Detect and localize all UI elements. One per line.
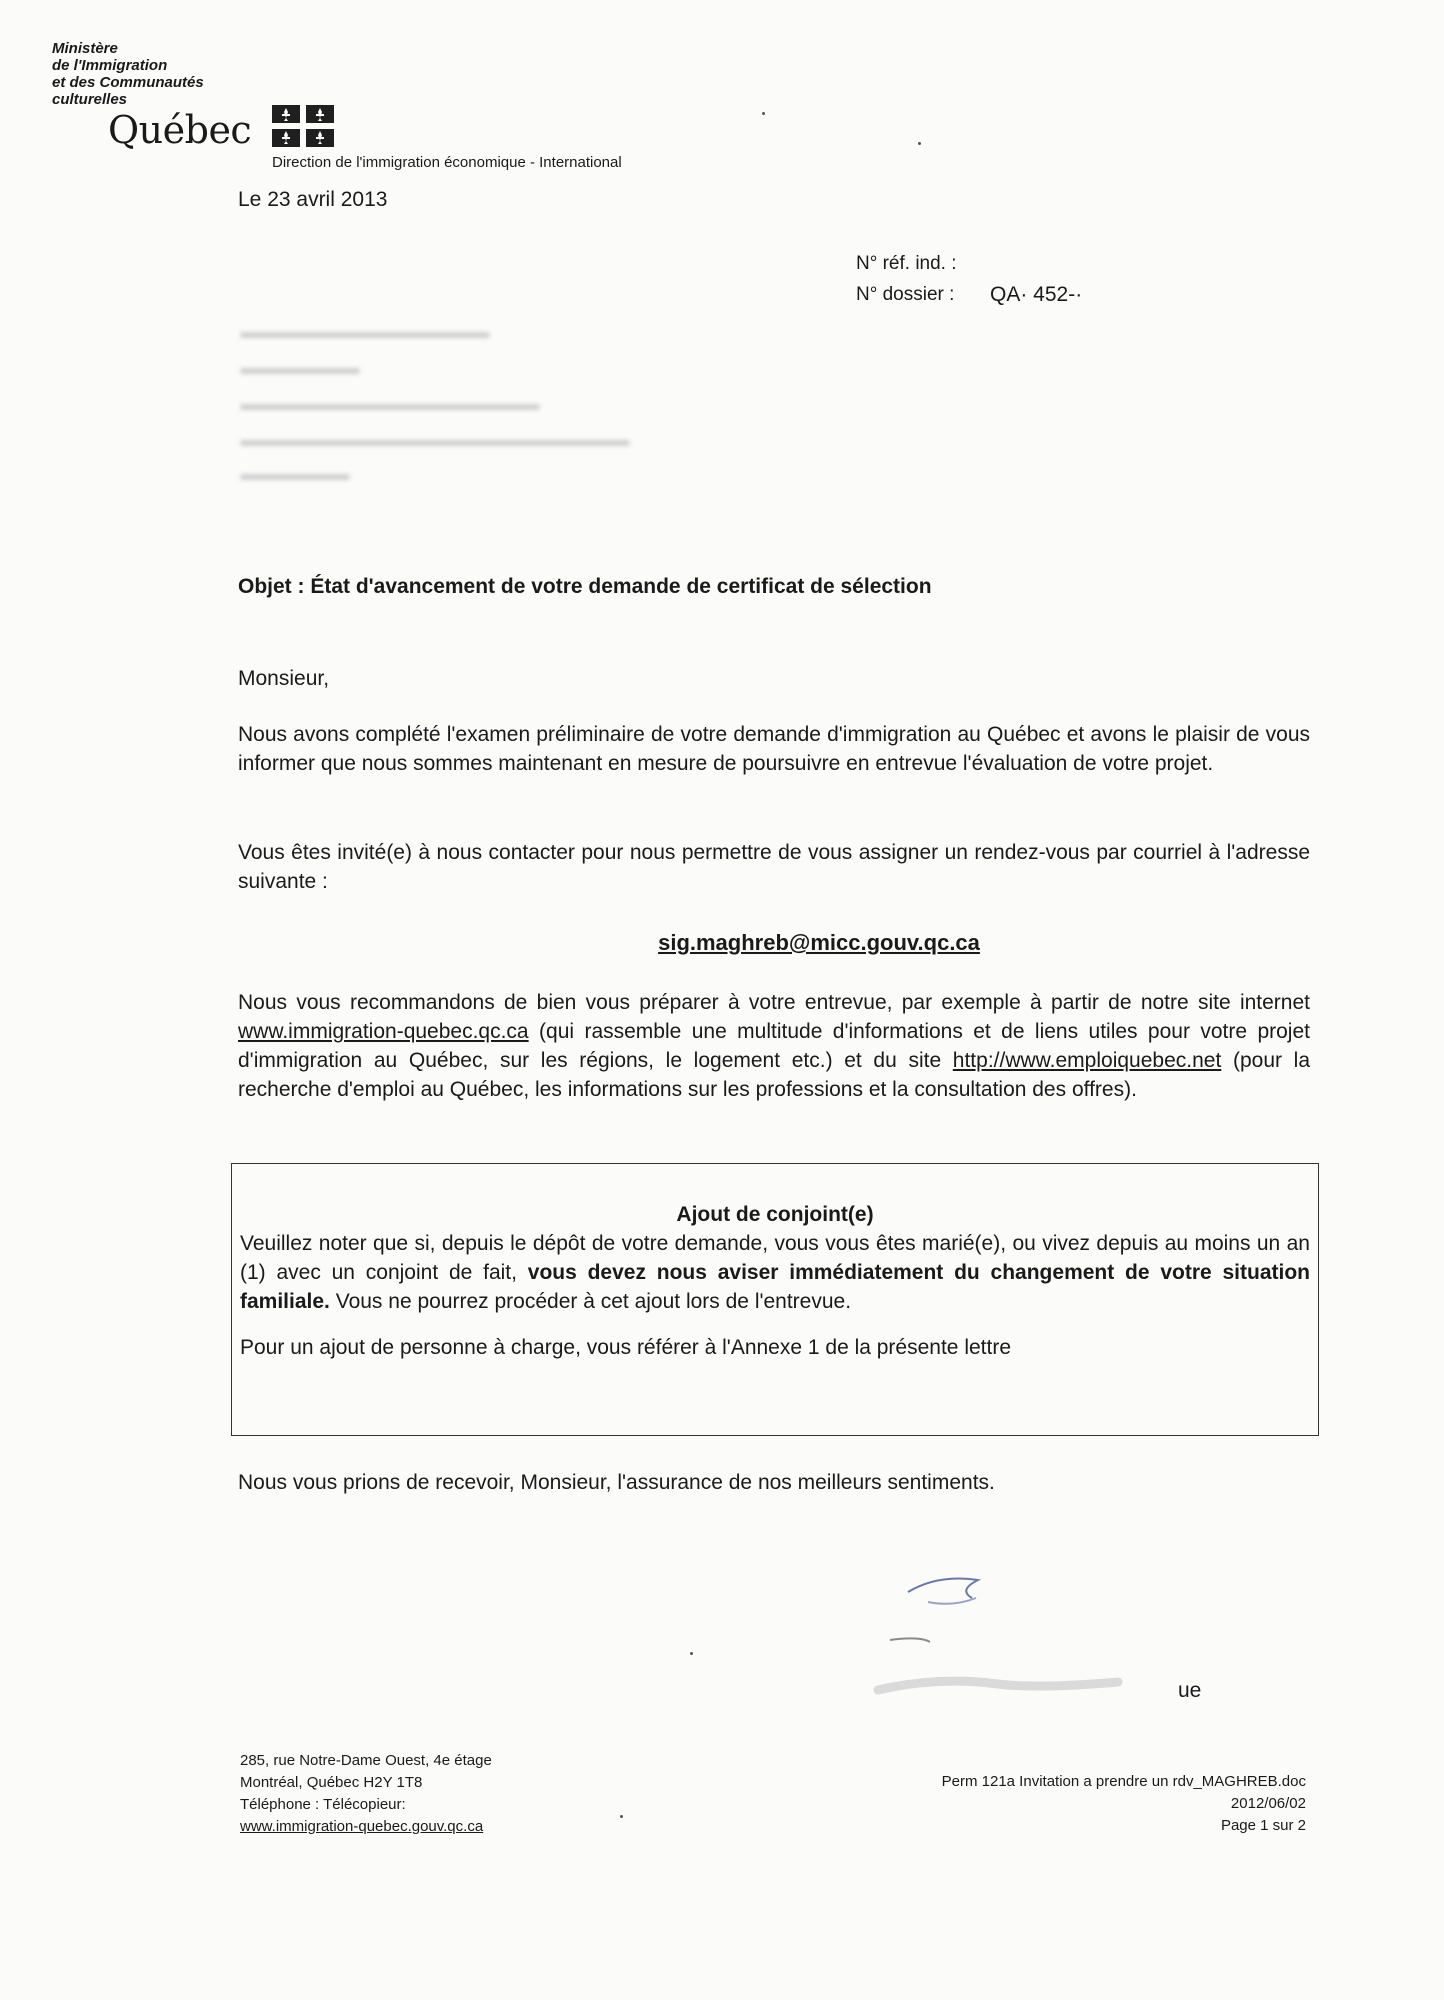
notice-bold: vous devez nous aviser immédiatement du changement de votre situation familiale.	[240, 1261, 1310, 1313]
contact-email-link[interactable]: sig.maghreb@micc.gouv.qc.ca	[658, 930, 980, 955]
paragraph-3	[238, 988, 1310, 1104]
paragraph-1: Nous avons complété l'examen préliminaire de votre demande d'immigration au Québec et avons le plaisir de vous informer que nous sommes maintenant en mesure de poursuivre en entrevue l'évaluation de votre projet.	[238, 723, 1310, 775]
redacted-address	[232, 324, 652, 504]
footer-address	[240, 1750, 492, 1838]
subject-line: Objet : État d'avancement de votre demande de certificat de sélection	[238, 575, 932, 598]
footer-document-info	[900, 1771, 1306, 1837]
notice-text	[240, 1229, 1310, 1316]
email-line	[238, 928, 1310, 958]
salutation: Monsieur,	[238, 667, 330, 690]
paragraph-3-part-3: (pour la recherche d'emploi au Québec, les informations sur les professions et la consultation des offres).	[238, 1049, 1310, 1101]
signature-fragment: ue	[1178, 1679, 1202, 1702]
direction-name: Direction de l'immigration économique - International	[272, 154, 622, 171]
footer-address-line-2: Montréal, Québec H2Y 1T8	[240, 1774, 423, 1791]
footer-file-name: Perm 121a Invitation a prendre un rdv_MAGHREB.doc	[941, 1773, 1306, 1790]
paragraph-2: Vous êtes invité(e) à nous contacter pour nous permettre de vous assigner un rendez-vous par courriel à l'adresse suivante :	[238, 841, 1310, 893]
dossier-label: N° dossier :	[856, 284, 955, 305]
spouse-notice-box	[231, 1163, 1319, 1436]
ministry-name	[52, 40, 292, 108]
paragraph-3-part-1: Nous vous recommandons de bien vous préparer à votre entrevue, par exemple à partir de notre site internet	[238, 991, 1310, 1014]
paragraph-3-part-2: (qui rassemble une multitude d'informations et de liens utiles pour votre projet d'immigration au Québec, sur les régions, le logement etc.) et du site	[238, 1020, 1310, 1072]
dossier-value: QA· 452-·	[990, 283, 1083, 306]
notice-title: Ajout de conjoint(e)	[676, 1203, 874, 1226]
ministry-line-4: culturelles	[52, 91, 128, 108]
footer-website-link[interactable]: www.immigration-quebec.gouv.qc.ca	[240, 1818, 484, 1835]
footer-address-line-1: 285, rue Notre-Dame Ouest, 4e étage	[240, 1752, 492, 1769]
scan-speck	[690, 1652, 693, 1655]
ministry-line-2: de l'Immigration	[52, 57, 168, 74]
notice-text-1: Veuillez noter que si, depuis le dépôt de votre demande, vous vous êtes marié(e), ou vivez depuis au moins un an (1) avec un conjoint de fait,	[240, 1232, 1310, 1284]
scan-speck	[918, 142, 921, 145]
footer-doc-date: 2012/06/02	[1230, 1795, 1306, 1812]
ministry-line-3: et des Communautés	[52, 74, 204, 91]
quebec-wordmark: Québec	[108, 108, 252, 152]
emploi-quebec-link[interactable]: http://www.emploiquebec.net	[952, 1049, 1222, 1072]
ministry-line-1: Ministère	[52, 40, 118, 57]
footer-page-number: Page 1 sur 2	[1220, 1817, 1306, 1834]
reference-block	[856, 248, 1082, 310]
quebec-flag-icon	[272, 105, 334, 147]
notice-dependent: Pour un ajout de personne à charge, vous référer à l'Annexe 1 de la présente lettre	[240, 1336, 1012, 1359]
closing-line: Nous vous prions de recevoir, Monsieur, l'assurance de nos meilleurs sentiments.	[238, 1471, 995, 1494]
footer-phone: Téléphone : Télécopieur:	[240, 1796, 406, 1813]
notice-text-2: Vous ne pourrez procéder à cet ajout lors de l'entrevue.	[329, 1290, 852, 1313]
scan-speck	[762, 112, 765, 115]
signature-image	[868, 1540, 1208, 1710]
scan-speck	[620, 1815, 623, 1818]
letter-date: Le 23 avril 2013	[238, 188, 388, 211]
ref-label: N° réf. ind. :	[856, 253, 957, 274]
immigration-website-link[interactable]: www.immigration-quebec.qc.ca	[238, 1020, 529, 1043]
